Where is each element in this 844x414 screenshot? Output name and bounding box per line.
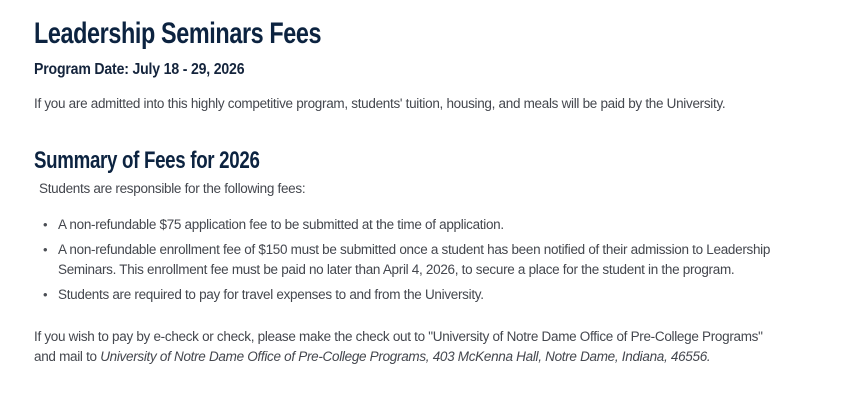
program-date: Program Date: July 18 - 29, 2026 — [34, 61, 245, 78]
fees-lead-text: Students are responsible for the following fees: — [39, 181, 306, 196]
payment-instructions-text: If you wish to pay by e-check or check, please make the check out to "University of Notre Dame Office of Pre-College Programs" and mail to — [34, 329, 763, 364]
fee-item-application: • A non-refundable $75 application fee to be submitted at the time of application. — [34, 215, 780, 235]
fees-list — [34, 215, 780, 305]
payment-paragraph — [34, 327, 780, 367]
fee-item-enrollment: • A non-refundable enrollment fee of $150 must be submitted once a student has been notified of their admission to Leadership Seminars. This enrollment fee must be paid no later than April 4, 2026, to secure a place for the student in the program. — [34, 240, 780, 280]
summary-of-fees-heading: Summary of Fees for 2026 — [34, 147, 260, 174]
intro-paragraph: If you are admitted into this highly competitive program, students' tuition, housing, and meals will be paid by the University. — [34, 96, 726, 111]
fee-item-travel: • Students are required to pay for travel expenses to and from the University. — [34, 285, 780, 305]
page-title: Leadership Seminars Fees — [34, 17, 322, 50]
mailing-address-text: University of Notre Dame Office of Pre-College Programs, 403 McKenna Hall, Notre Dame, Indiana, 46556. — [100, 349, 711, 364]
